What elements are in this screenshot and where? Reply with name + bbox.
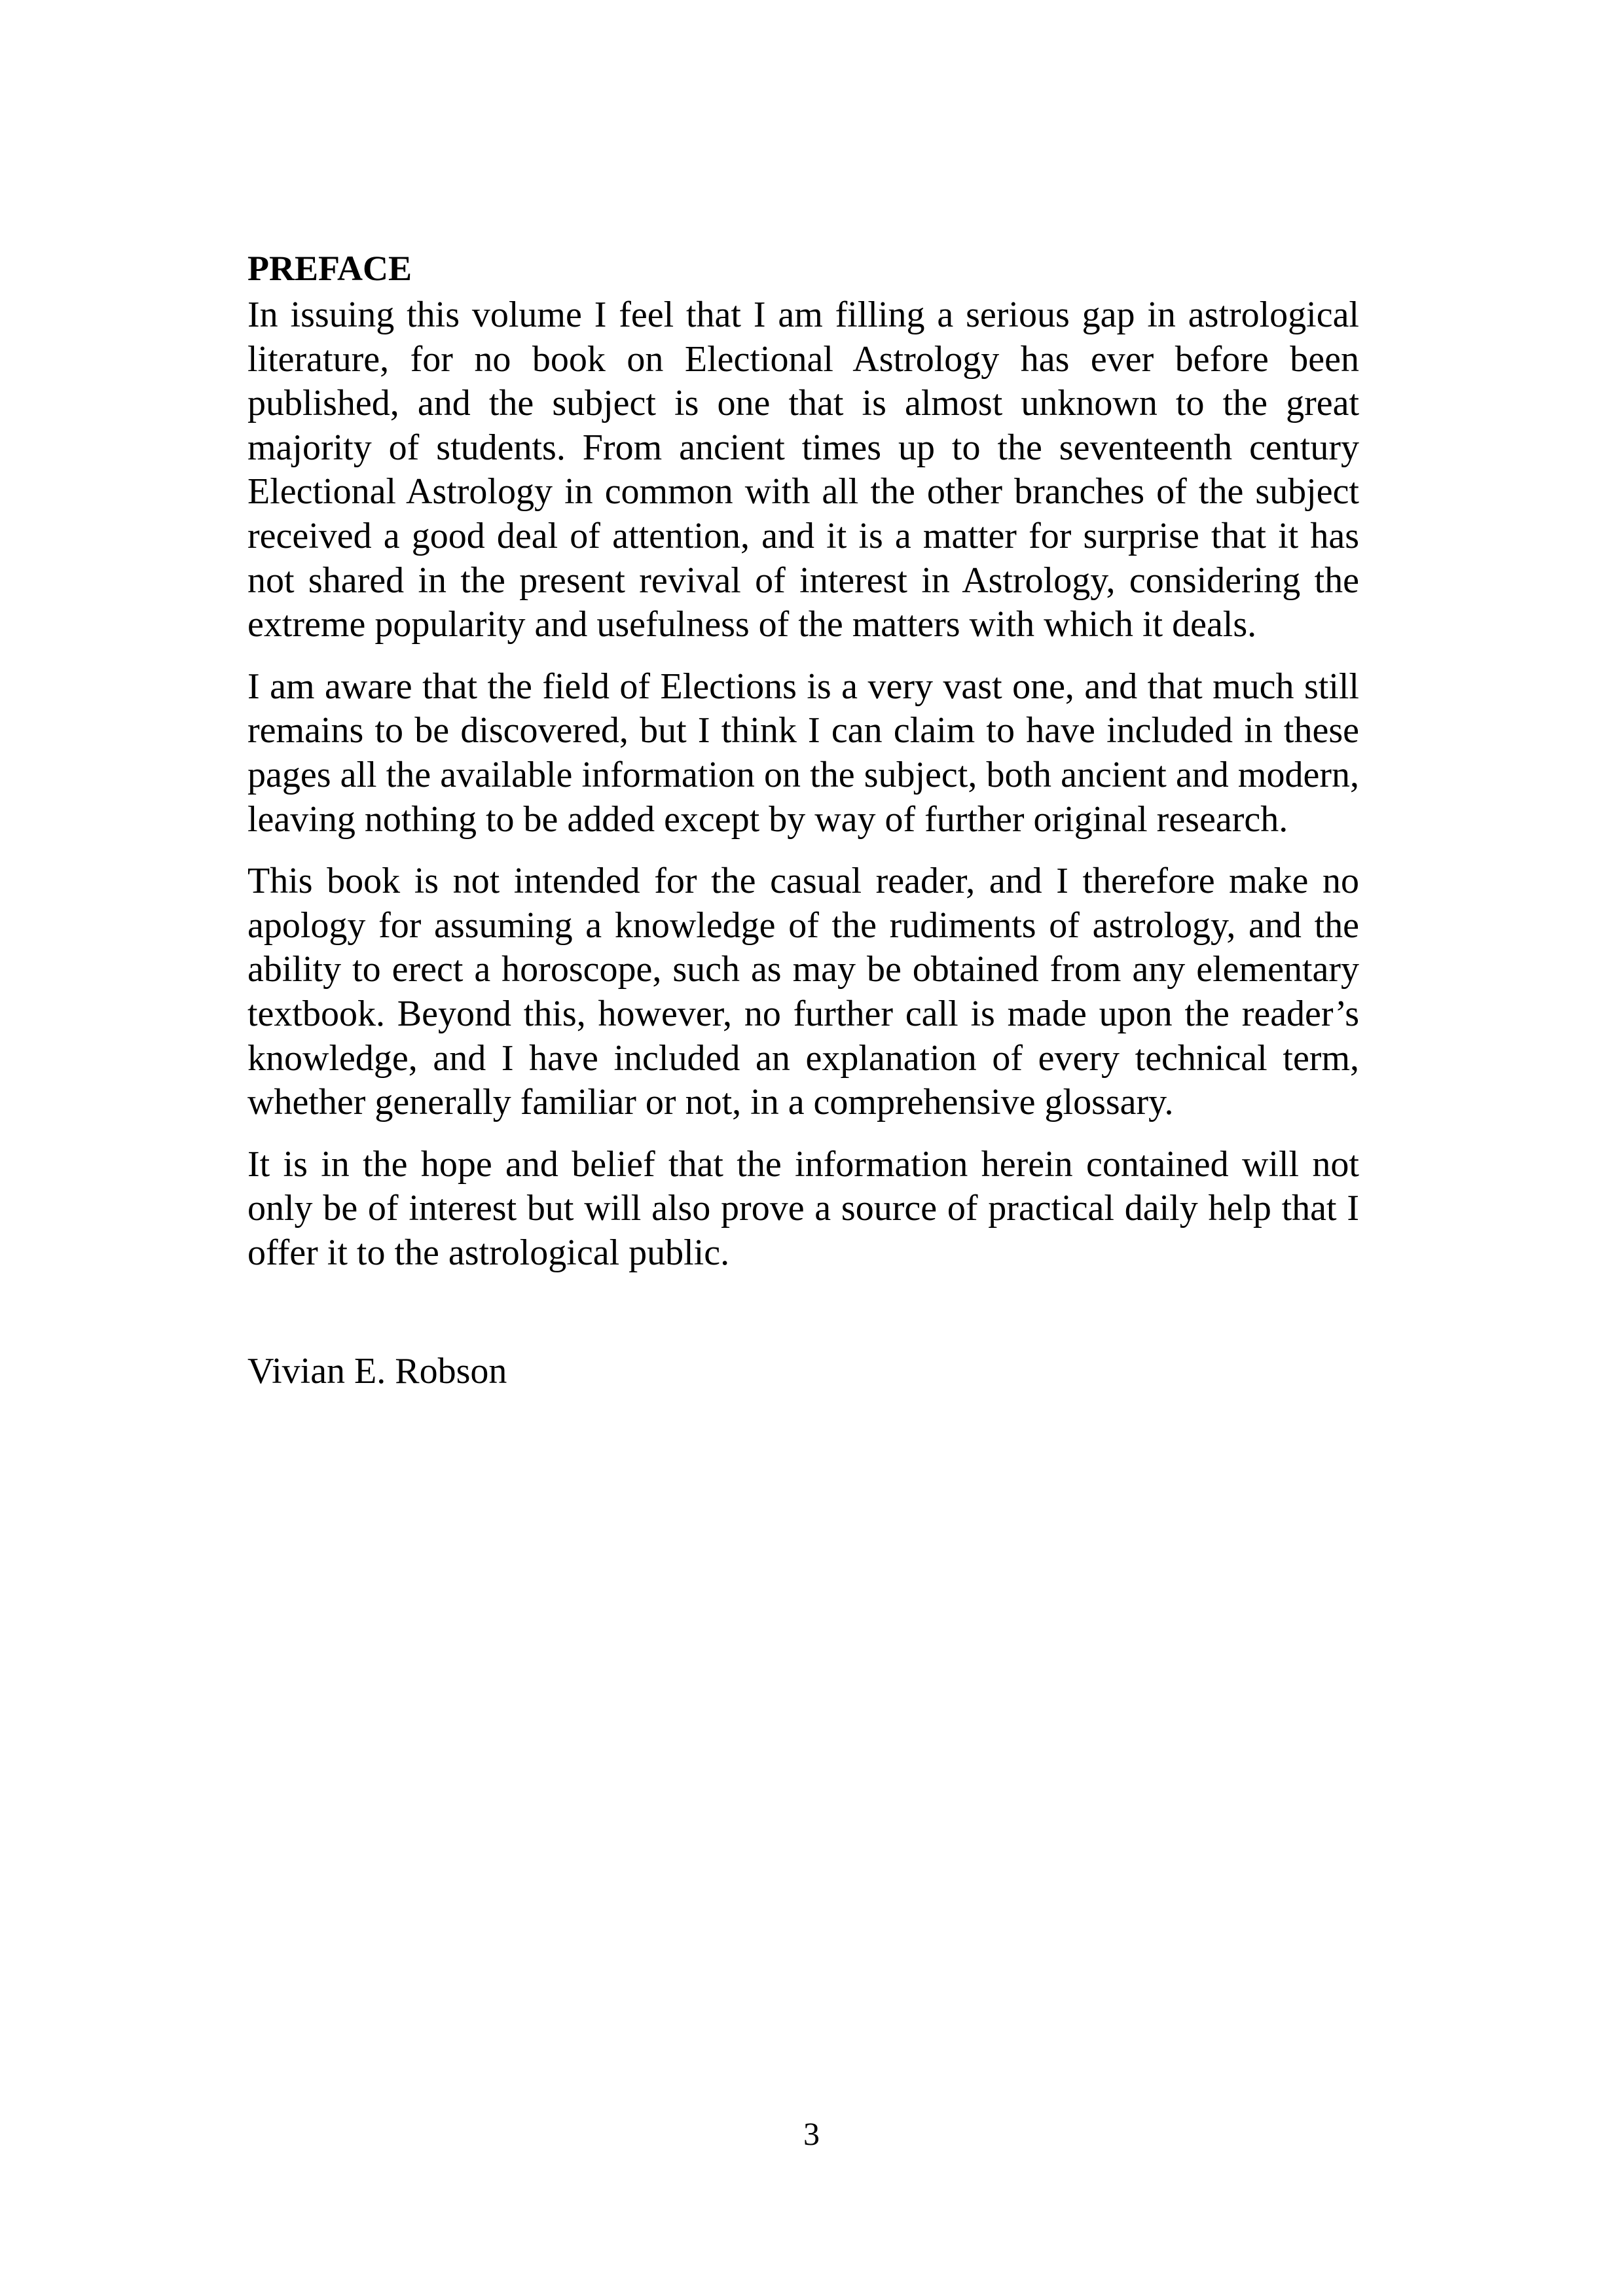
author-signature: Vivian E. Robson — [247, 1351, 507, 1392]
preface-heading: PREFACE — [247, 249, 412, 288]
paragraph-4: It is in the hope and belief that the information herein contained will not only be of interest but will also prove a source of practical daily help that I offer it to the astrological public. — [247, 1143, 1359, 1273]
paragraph-3: This book is not intended for the casual reader, and I therefore make no apology for assuming a knowledge of the rudiments of astrology, and the ability to erect a horoscope, such as may be obtained from any elementary textbook. Beyond this, however, no further call is made upon the reader’s knowledge, and I have included an explanation of every technical term, whether generally familiar or not, in a comprehensive glossary. — [247, 861, 1359, 1123]
page-body — [247, 249, 1359, 1394]
page-number: 3 — [803, 2115, 820, 2152]
paragraph-1: In issuing this volume I feel that I am filling a serious gap in astrological literature, for no book on Electional Astrology has ever before been published, and the subject is one that is almost unknown to the great majority of students. From ancient times up to the seventeenth century Electional Astrology in common with all the other branches of the subject received a good deal of attention, and it is a matter for surprise that it has not shared in the present revival of interest in Astrology, considering the extreme popularity and usefulness of the matters with which it deals. — [247, 295, 1359, 645]
paragraph-2: I am aware that the field of Elections is a very vast one, and that much still remains to be discovered, but I think I can claim to have included in these pages all the available information on the subject, both ancient and modern, leaving nothing to be added except by way of further original research. — [247, 666, 1359, 840]
